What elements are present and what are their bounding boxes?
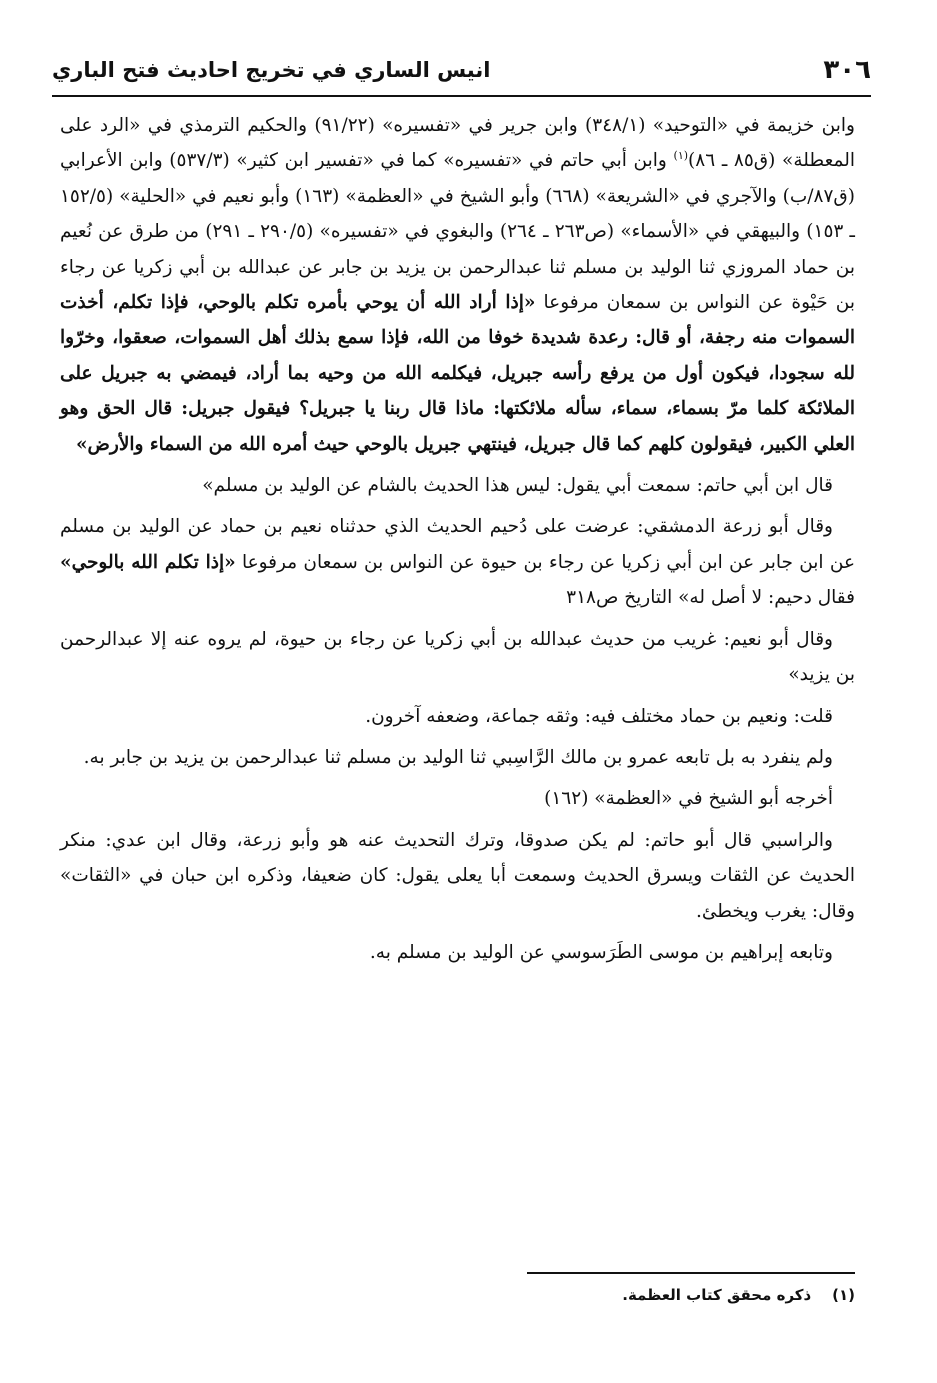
body-text: وقال أبو نعيم: غريب من حديث عبدالله بن أبي زكريا عن رجاء بن حيوة، لم يروه عنه إلا عبدالرحمن بن يزيد» [60, 628, 855, 686]
hadith-text: «إذا أراد الله أن يوحي بأمره تكلم بالوحي، فإذا تكلم، أخذت السموات منه رجفة، أو قال: رعدة شديدة خوفا من الله، فإذا سمع بذلك أهل السموات، صعقوا، وخرّوا لله سجودا، فيكون أول من يرفع رأسه جبريل، فيكلمه الله من وحيه بما أراد، فيمضي به جبريل على الملائكة كلما مرّ بسماء، سماء، سأله ملائكتها: ماذا قال ربنا يا جبريل؟ فيقول جبريل: قال الحق وهو العلي الكبير، فيقولون كلهم كما قال جبريل، فينتهي جبريل بالوحي حيث أمره الله من السماء والأرض» [60, 292, 855, 455]
hadith-text: «إذا تكلم الله بالوحي» [60, 551, 236, 573]
page-body [60, 108, 855, 976]
body-text: وتابعه إبراهيم بن موسى الطَرَسوسي عن الوليد بن مسلم به. [369, 941, 833, 963]
paragraph-p7 [60, 781, 855, 816]
body-text: وابن أبي حاتم في «تفسيره» كما في «تفسير ابن كثير» (٥٣٧/٣) وابن الأعرابي (ق٨٧/ب) والآجري في «الشريعة» (٦٦٨) وأبو الشيخ في «العظمة» (١٦٣) وأبو نعيم في «الحلية» (١٥٢/٥ ـ ١٥٣) والبيهقي في «الأسماء» (ص٢٦٣ ـ ٢٦٤) والبغوي في «تفسيره» (٢٩٠/٥ ـ ٢٩١) من طرق عن نُعيم بن حماد المروزي ثنا الوليد بن مسلم ثنا عبدالرحمن بن يزيد بن جابر عن عبدالله بن أبي زكريا عن رجاء بن حَيْوة عن النواس بن سمعان مرفوعا [60, 150, 855, 314]
paragraph-p5 [60, 699, 855, 734]
paragraph-p3 [60, 509, 855, 615]
header-divider [52, 95, 871, 97]
footnote-text: ذكره محقق كتاب العظمة. [622, 1286, 812, 1304]
paragraph-p4 [60, 622, 855, 693]
body-text: وابن خزيمة في «التوحيد» (٣٤٨/١) وابن جرير في «تفسيره» (٩١/٢٢) والحكيم الترمذي في «الرد على المعطلة» (ق٨٥ ـ ٨٦) [60, 115, 855, 172]
footnote-divider [527, 1272, 855, 1274]
footnote-reference: (١) [673, 149, 689, 163]
body-text: والراسبي قال أبو حاتم: لم يكن صدوقا، وترك التحديث عنه هو وأبو زرعة، وقال ابن عدي: منكر الحديث عن الثقات ويسرق الحديث وسمعت أبا يعلى يقول: كان ضعيفا، وذكره ابن حبان في «الثقات» وقال: يغرب ويخطئ. [60, 829, 855, 922]
paragraph-p8 [60, 823, 855, 929]
body-text: قلت: ونعيم بن حماد مختلف فيه: وثقه جماعة، وضعفه آخرون. [365, 705, 833, 727]
body-text: فقال دحيم: لا أصل له» التاريخ ص٣١٨ [566, 587, 855, 609]
footnote-marker: (١) [832, 1286, 855, 1304]
page-header [52, 50, 871, 90]
paragraph-p9 [60, 935, 855, 970]
footnote [60, 1286, 855, 1304]
paragraph-p6 [60, 740, 855, 775]
body-text: وقال أبو زرعة الدمشقي: عرضت على دُحيم الحديث الذي حدثناه نعيم بن حماد عن الوليد بن مسلم عن ابن جابر عن ابن أبي زكريا عن رجاء بن حيوة عن النواس بن سمعان مرفوعا [60, 516, 855, 573]
paragraph-p2 [60, 468, 855, 503]
body-text: أخرجه أبو الشيخ في «العظمة» (١٦٢) [544, 788, 833, 810]
paragraph-p1 [60, 108, 855, 462]
body-text: ولم ينفرد به بل تابعه عمرو بن مالك الرَّاسِبي ثنا الوليد بن مسلم ثنا عبدالرحمن بن يزيد بن جابر به. [83, 746, 833, 768]
body-text: قال ابن أبي حاتم: سمعت أبي يقول: ليس هذا الحديث بالشام عن الوليد بن مسلم» [202, 475, 833, 497]
running-title: انيس الساري في تخريج احاديث فتح الباري [52, 58, 491, 82]
page-number: ٣٠٦ [823, 55, 871, 85]
